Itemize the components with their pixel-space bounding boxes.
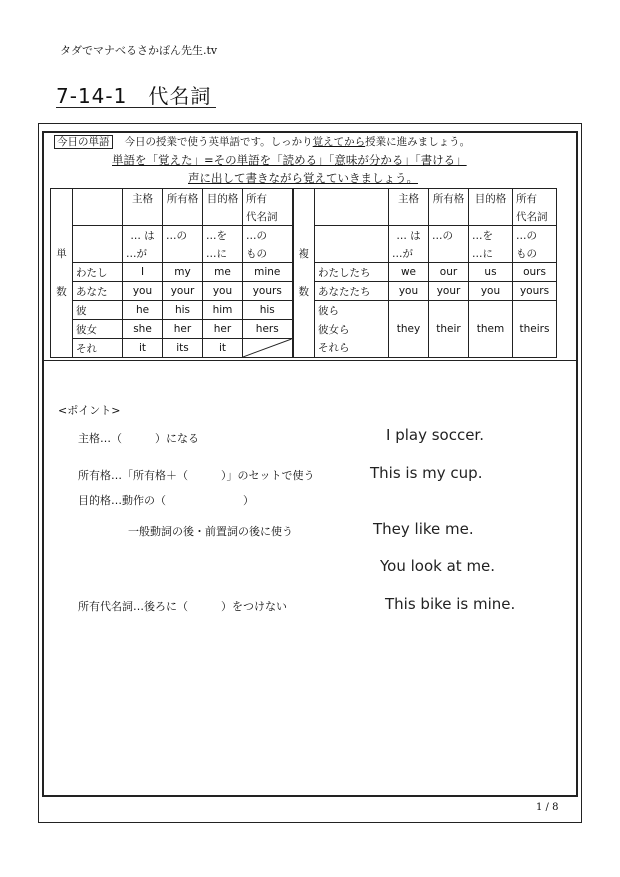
cell-possessive: their bbox=[429, 301, 469, 358]
table-blank bbox=[73, 189, 123, 226]
cell-subject: he bbox=[123, 301, 163, 320]
side-spacer bbox=[51, 339, 73, 358]
header-subject: 主格 bbox=[389, 189, 429, 208]
intro-text-pre: 今日の授業で使う英単語です。しっかり bbox=[124, 136, 313, 148]
cell-possessive: our bbox=[429, 263, 469, 282]
intro-definition: 単語を「覚えた」=その単語を「読める」「意味が分かる」「書ける」 bbox=[112, 153, 467, 167]
cell-pronoun: theirs bbox=[513, 301, 557, 358]
header-possessive: 所有格 bbox=[163, 189, 203, 208]
example-sentence: You look at me. bbox=[380, 557, 496, 575]
cell-object: you bbox=[203, 282, 243, 301]
hint-blank bbox=[73, 226, 123, 263]
hint-pronoun-2: もの bbox=[513, 244, 557, 263]
hint-spacer bbox=[429, 244, 469, 263]
table-blank bbox=[315, 189, 389, 226]
cell-subject: we bbox=[389, 263, 429, 282]
header-object: 目的格 bbox=[469, 189, 513, 208]
side-spacer bbox=[293, 301, 315, 320]
cell-pronoun: mine bbox=[243, 263, 293, 282]
today-words-tag: 今日の単語 bbox=[54, 135, 113, 149]
header-subject: 主格 bbox=[123, 189, 163, 208]
cell-subject: you bbox=[123, 282, 163, 301]
header-object: 目的格 bbox=[203, 189, 243, 208]
section-divider bbox=[42, 360, 578, 361]
hint-subject-1: … は bbox=[123, 226, 163, 245]
intro-text-underlined: 覚えてから bbox=[312, 136, 366, 148]
hint-spacer bbox=[163, 244, 203, 263]
side-spacer bbox=[293, 263, 315, 282]
singular-label-1: 単 bbox=[51, 244, 73, 263]
cell-object: it bbox=[203, 339, 243, 358]
table-row: 彼女 bbox=[73, 320, 123, 339]
cell-object: her bbox=[203, 320, 243, 339]
hint-pronoun-1: …の bbox=[513, 226, 557, 245]
cell-pronoun: yours bbox=[513, 282, 557, 301]
hint-possessive: …の bbox=[163, 226, 203, 245]
plural-label-2: 数 bbox=[293, 282, 315, 301]
hint-pronoun-1: …の bbox=[243, 226, 293, 245]
cell-pronoun: yours bbox=[243, 282, 293, 301]
example-sentence: This bike is mine. bbox=[385, 595, 516, 613]
cell-subject: it bbox=[123, 339, 163, 358]
table-row: 彼 bbox=[73, 301, 123, 320]
header-spacer bbox=[123, 207, 163, 226]
cell-pronoun-empty bbox=[243, 339, 293, 358]
cell-possessive: his bbox=[163, 301, 203, 320]
cell-object: him bbox=[203, 301, 243, 320]
cell-pronoun: hers bbox=[243, 320, 293, 339]
cell-possessive: your bbox=[163, 282, 203, 301]
point-subject: 主格…（ ）になる bbox=[78, 432, 199, 445]
table-corner bbox=[51, 189, 73, 226]
table-row: 彼女ら bbox=[315, 320, 389, 339]
table-row: それら bbox=[315, 339, 389, 358]
cell-object: us bbox=[469, 263, 513, 282]
point-object-usage: 一般動詞の後・前置詞の後に使う bbox=[128, 525, 293, 538]
hint-pronoun-2: もの bbox=[243, 244, 293, 263]
side-spacer bbox=[293, 226, 315, 245]
header-spacer bbox=[389, 207, 429, 226]
table-row: あなた bbox=[73, 282, 123, 301]
cell-subject: she bbox=[123, 320, 163, 339]
point-possessive-pronoun: 所有代名詞…後ろに（ ）をつけない bbox=[78, 600, 287, 613]
cell-subject: they bbox=[389, 301, 429, 358]
side-spacer bbox=[51, 301, 73, 320]
cell-pronoun: his bbox=[243, 301, 293, 320]
cell-possessive: my bbox=[163, 263, 203, 282]
header-spacer bbox=[203, 207, 243, 226]
cell-object: me bbox=[203, 263, 243, 282]
point-object: 目的格…動作の（ ） bbox=[78, 494, 254, 507]
hint-blank bbox=[315, 226, 389, 263]
example-sentence: This is my cup. bbox=[370, 464, 483, 482]
plural-label-1: 複 bbox=[293, 244, 315, 263]
header-pronoun-1: 所有 bbox=[243, 189, 293, 208]
hint-subject-2: …が bbox=[123, 244, 163, 263]
singular-label-2: 数 bbox=[51, 282, 73, 301]
side-spacer bbox=[51, 226, 73, 245]
side-spacer bbox=[293, 320, 315, 339]
pronoun-table bbox=[50, 188, 557, 358]
table-corner bbox=[293, 189, 315, 226]
points-heading: <ポイント> bbox=[58, 404, 121, 417]
table-row: それ bbox=[73, 339, 123, 358]
hint-subject-1: … は bbox=[389, 226, 429, 245]
cell-possessive: its bbox=[163, 339, 203, 358]
example-sentence: I play soccer. bbox=[386, 426, 484, 444]
header-pronoun-1: 所有 bbox=[513, 189, 557, 208]
hint-object-1: …を bbox=[203, 226, 243, 245]
side-spacer bbox=[51, 263, 73, 282]
cell-subject: I bbox=[123, 263, 163, 282]
intro-instruction: 声に出して書きながら覚えていきましょう。 bbox=[188, 171, 418, 185]
cell-possessive: your bbox=[429, 282, 469, 301]
example-sentence: They like me. bbox=[373, 520, 474, 538]
header-spacer bbox=[429, 207, 469, 226]
hint-possessive: …の bbox=[429, 226, 469, 245]
side-spacer bbox=[293, 339, 315, 358]
cell-possessive: her bbox=[163, 320, 203, 339]
page-number: 1 / 8 bbox=[536, 802, 559, 813]
hint-object-1: …を bbox=[469, 226, 513, 245]
header-pronoun-2: 代名詞 bbox=[513, 207, 557, 226]
header-spacer bbox=[163, 207, 203, 226]
intro-text-post: 授業に進みましょう。 bbox=[365, 136, 471, 148]
table-row: あなたたち bbox=[315, 282, 389, 301]
page-title: 7-14-1 代名詞 bbox=[56, 84, 212, 108]
hint-object-2: …に bbox=[203, 244, 243, 263]
point-possessive: 所有格…「所有格＋（ ）」のセットで使う bbox=[78, 469, 315, 482]
diagonal-strike bbox=[243, 339, 292, 357]
hint-subject-2: …が bbox=[389, 244, 429, 263]
table-row: 彼ら bbox=[315, 301, 389, 320]
cell-object: you bbox=[469, 282, 513, 301]
intro-line bbox=[54, 134, 470, 149]
cell-object: them bbox=[469, 301, 513, 358]
site-name: タダでマナべるさかぽん先生.tv bbox=[60, 44, 218, 57]
side-spacer bbox=[51, 320, 73, 339]
cell-subject: you bbox=[389, 282, 429, 301]
table-row: わたしたち bbox=[315, 263, 389, 282]
hint-object-2: …に bbox=[469, 244, 513, 263]
header-possessive: 所有格 bbox=[429, 189, 469, 208]
cell-pronoun: ours bbox=[513, 263, 557, 282]
table-row: わたし bbox=[73, 263, 123, 282]
header-pronoun-2: 代名詞 bbox=[243, 207, 293, 226]
header-spacer bbox=[469, 207, 513, 226]
title-underline bbox=[56, 107, 216, 108]
